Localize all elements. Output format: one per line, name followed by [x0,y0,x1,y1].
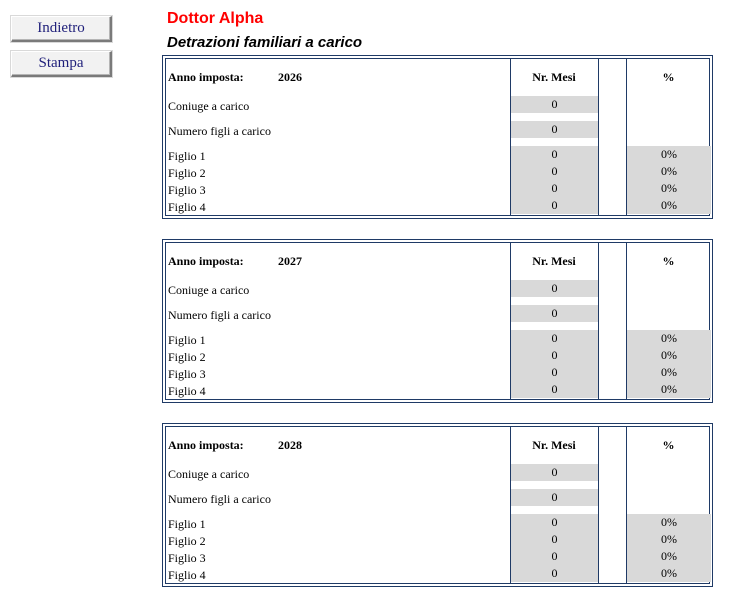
print-button[interactable]: Stampa [11,51,112,77]
year-label: Anno imposta: [168,70,244,84]
child-2-percent-field[interactable]: 0% [627,347,711,364]
child-1-percent-field[interactable]: 0% [627,330,711,347]
page-subtitle: Detrazioni familiari a carico [167,34,363,51]
column-divider [598,59,599,215]
spouse-label: Coniuge a carico [168,467,250,481]
child-4-months-field[interactable]: 0 [511,565,598,582]
year-value: 2028 [278,438,302,452]
child-4-label: Figlio 4 [168,568,206,582]
percent-column-header: % [662,254,675,268]
spouse-months-field[interactable]: 0 [511,96,598,113]
children-count-field[interactable]: 0 [511,121,598,138]
child-4-months-field[interactable]: 0 [511,381,598,398]
child-4-label: Figlio 4 [168,384,206,398]
year-panel-frame [165,426,710,584]
months-column-header: Nr. Mesi [532,438,576,452]
column-divider [598,427,599,583]
child-1-label: Figlio 1 [168,333,206,347]
spouse-label: Coniuge a carico [168,99,250,113]
child-3-percent-field[interactable]: 0% [627,180,711,197]
child-2-label: Figlio 2 [168,350,206,364]
child-4-label: Figlio 4 [168,200,206,214]
child-3-label: Figlio 3 [168,183,206,197]
year-panel-2027 [162,239,713,403]
child-2-label: Figlio 2 [168,166,206,180]
child-1-months-field[interactable]: 0 [511,514,598,531]
child-4-months-field[interactable]: 0 [511,197,598,214]
child-3-months-field[interactable]: 0 [511,548,598,565]
months-column-header: Nr. Mesi [532,70,576,84]
spouse-months-field[interactable]: 0 [511,464,598,481]
child-1-label: Figlio 1 [168,517,206,531]
child-2-percent-field[interactable]: 0% [627,531,711,548]
child-2-months-field[interactable]: 0 [511,347,598,364]
child-2-months-field[interactable]: 0 [511,163,598,180]
children-count-label: Numero figli a carico [168,124,271,138]
child-2-months-field[interactable]: 0 [511,531,598,548]
child-2-percent-field[interactable]: 0% [627,163,711,180]
column-divider [598,243,599,399]
child-1-percent-field[interactable]: 0% [627,146,711,163]
child-4-percent-field[interactable]: 0% [627,381,711,398]
page-title: Dottor Alpha [167,10,264,27]
back-button[interactable]: Indietro [11,16,112,42]
child-3-percent-field[interactable]: 0% [627,364,711,381]
child-3-months-field[interactable]: 0 [511,180,598,197]
months-column-header: Nr. Mesi [532,254,576,268]
child-3-months-field[interactable]: 0 [511,364,598,381]
year-panel-2026 [162,55,713,219]
children-count-label: Numero figli a carico [168,492,271,506]
children-count-field[interactable]: 0 [511,489,598,506]
year-value: 2027 [278,254,302,268]
child-4-percent-field[interactable]: 0% [627,565,711,582]
child-1-months-field[interactable]: 0 [511,146,598,163]
child-3-label: Figlio 3 [168,367,206,381]
children-count-label: Numero figli a carico [168,308,271,322]
year-panel-2028 [162,423,713,587]
percent-column-header: % [662,438,675,452]
year-label: Anno imposta: [168,438,244,452]
child-1-percent-field[interactable]: 0% [627,514,711,531]
spouse-months-field[interactable]: 0 [511,280,598,297]
year-panel-frame [165,58,710,216]
year-value: 2026 [278,70,302,84]
year-panel-frame [165,242,710,400]
child-4-percent-field[interactable]: 0% [627,197,711,214]
child-3-percent-field[interactable]: 0% [627,548,711,565]
child-3-label: Figlio 3 [168,551,206,565]
child-1-months-field[interactable]: 0 [511,330,598,347]
child-2-label: Figlio 2 [168,534,206,548]
children-count-field[interactable]: 0 [511,305,598,322]
child-1-label: Figlio 1 [168,149,206,163]
spouse-label: Coniuge a carico [168,283,250,297]
percent-column-header: % [662,70,675,84]
year-label: Anno imposta: [168,254,244,268]
